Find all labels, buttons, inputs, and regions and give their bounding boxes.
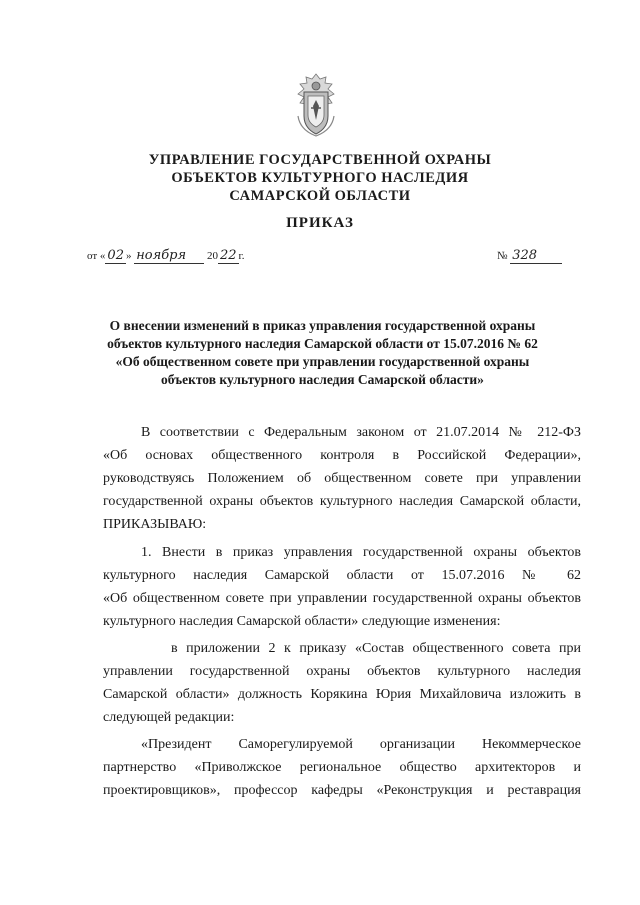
body-line: в приложении 2 к приказу «Состав общественного совета при	[171, 641, 581, 656]
date-month-handwritten: ноября	[134, 249, 204, 264]
item-1-paragraph	[103, 541, 581, 633]
body-line: проектировщиков», профессор кафедры «Реконструкция и реставрация	[103, 783, 581, 798]
body-line: В соответствии с Федеральным законом от 21.07.2014 № 212-ФЗ	[141, 425, 581, 440]
body-line: управлении государственной охраны объектов культурного наследия	[103, 664, 581, 679]
date-prefix: от «	[87, 250, 106, 262]
number-label: №	[497, 250, 508, 262]
body-line: государственной охраны объектов культурного наследия Самарской области,	[103, 494, 581, 509]
subject-line: объектов культурного наследия Самарской области»	[161, 372, 484, 387]
body-line: руководствуясь Положением об общественном совете при управлении	[103, 471, 581, 486]
date-year-prefix: 20	[206, 250, 218, 262]
agency-line-2: ОБЪЕКТОВ КУЛЬТУРНОГО НАСЛЕДИЯ	[171, 170, 469, 186]
document-type-heading: ПРИКАЗ	[286, 215, 354, 231]
body-line: «Об основах общественного контроля в Российской Федерации»,	[103, 448, 581, 463]
body-line: «Об общественном совете при управлении государственной охраны объектов	[103, 591, 581, 606]
body-line: Самарской области» должность Корякина Юрия Михайловича изложить в	[103, 687, 581, 702]
date-day-close: »	[125, 250, 132, 262]
subject-line: объектов культурного наследия Самарской области от 15.07.2016 № 62	[107, 336, 538, 351]
body-line: «Президент Саморегулируемой организации Некоммерческое	[141, 737, 581, 752]
order-subject	[95, 317, 550, 389]
date-year-handwritten: 22	[219, 248, 237, 263]
subject-line: О внесении изменений в приказ управления государственной охраны	[109, 318, 536, 333]
body-line: культурного наследия Самарской области» следующие изменения:	[103, 614, 501, 629]
coat-of-arms-emblem	[290, 72, 342, 138]
number-handwritten: 328	[510, 249, 562, 264]
preamble-paragraph	[103, 421, 581, 536]
order-command: ПРИКАЗЫВАЮ:	[103, 517, 207, 532]
agency-line-3: САМАРСКОЙ ОБЛАСТИ	[229, 188, 411, 204]
date-day-handwritten: 02	[107, 248, 124, 263]
new-position-text	[103, 733, 581, 802]
body-line: партнерство «Приволжское региональное общество архитекторов и	[103, 760, 581, 775]
order-number	[497, 249, 562, 264]
date-year-tail: г.	[238, 250, 245, 262]
appendix-change-paragraph	[103, 637, 581, 729]
agency-line-1: УПРАВЛЕНИЕ ГОСУДАРСТВЕННОЙ ОХРАНЫ	[148, 152, 492, 168]
body-line: 1. Внести в приказ управления государственной охраны объектов	[141, 545, 581, 560]
body-line: следующей редакции:	[103, 710, 235, 725]
subject-line: «Об общественном совете при управлении государственной охраны	[115, 354, 530, 369]
body-line: культурного наследия Самарской области от 15.07.2016 № 62	[103, 568, 581, 583]
order-date	[87, 249, 245, 264]
agency-name	[120, 151, 520, 205]
